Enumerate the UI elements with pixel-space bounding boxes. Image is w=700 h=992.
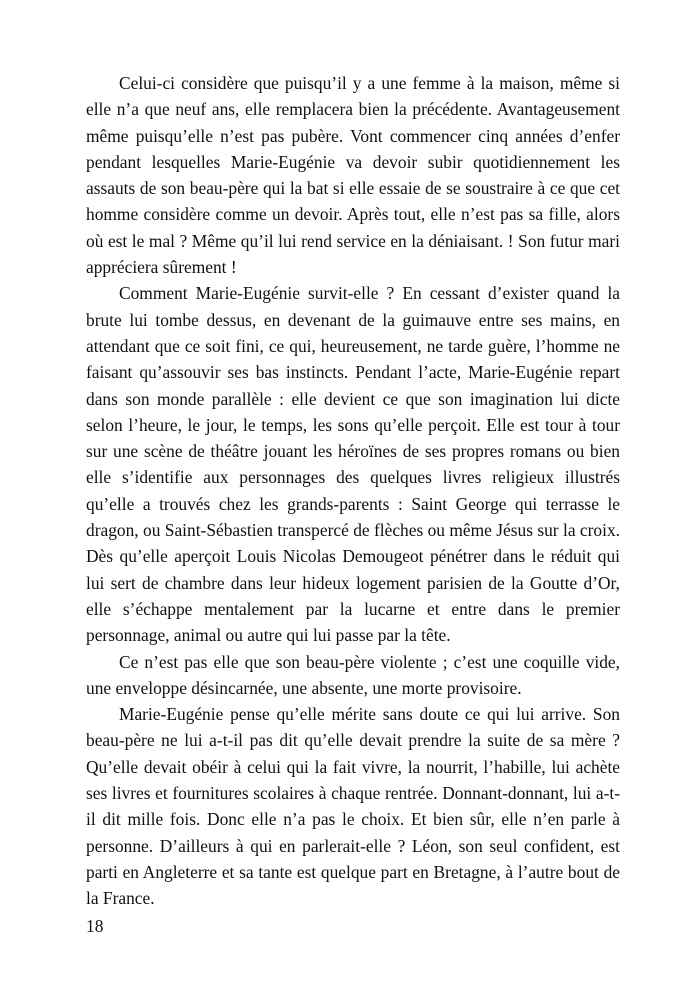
- paragraph-4: Marie-Eugénie pense qu’elle mérite sans doute ce qui lui arrive. Son beau-père ne lui a-t-il pas dit qu’elle devait prendre la suite de sa mère ? Qu’elle devait obéir à celui qui la fait vivre, la nourrit, l’habille, lui achète ses livres et fournitures scolaires à chaque rentrée. Donnant-donnant, lui a-t-il dit mille fois. Donc elle n’a pas le choix. Et bien sûr, elle n’en parle à personne. D’ailleurs à qui en parlerait-elle ? Léon, son seul confident, est parti en Angleterre et sa tante est quelque part en Bretagne, à l’autre bout de la France.: [86, 704, 620, 909]
- page-number: 18: [86, 916, 104, 936]
- paragraph-3: Ce n’est pas elle que son beau-père violente ; c’est une coquille vide, une enveloppe désincarnée, une absente, une morte provisoire.: [86, 651, 620, 698]
- body-text: [86, 70, 620, 912]
- paragraph-2: Comment Marie-Eugénie survit-elle ? En cessant d’exister quand la brute lui tombe dessus, en devenant de la guimauve entre ses mains, en attendant que ce soit fini, ce qui, heureusement, ne tarde guère, l’homme ne faisant qu’assouvir ses bas instincts. Pendant l’acte, Marie-Eugénie repart dans son monde parallèle : elle devient ce que son imagination lui dicte selon l’heure, le jour, le temps, les sons qu’elle perçoit. Elle est tour à tour sur une scène de théâtre jouant les héroïnes de ses propres romans ou bien elle s’identifie aux personnages des quelques livres religieux illustrés qu’elle a trouvés chez les grands-parents : Saint George qui terrasse le dragon, ou Saint-Sébastien transpercé de flèches ou même Jésus sur la croix. Dès qu’elle aperçoit Louis Nicolas Demougeot pénétrer dans le réduit qui lui sert de chambre dans leur hideux logement parisien de la Goutte d’Or, elle s’échappe mentalement par la lucarne et entre dans le premier personnage, animal ou autre qui lui passe par la tête.: [86, 283, 620, 646]
- paragraph-1: Celui-ci considère que puisqu’il y a une femme à la maison, même si elle n’a que neuf ans, elle remplacera bien la précédente. Avantageusement même puisqu’elle n’est pas pubère. Vont commencer cinq années d’enfer pendant lesquelles Marie-Eugénie va devoir subir quotidiennement les assauts de son beau-père qui la bat si elle essaie de se soustraire à ce que cet homme considère comme un devoir. Après tout, elle n’est pas sa fille, alors où est le mal ? Même qu’il lui rend service en la déniaisant. ! Son futur mari appréciera sûrement !: [86, 73, 620, 278]
